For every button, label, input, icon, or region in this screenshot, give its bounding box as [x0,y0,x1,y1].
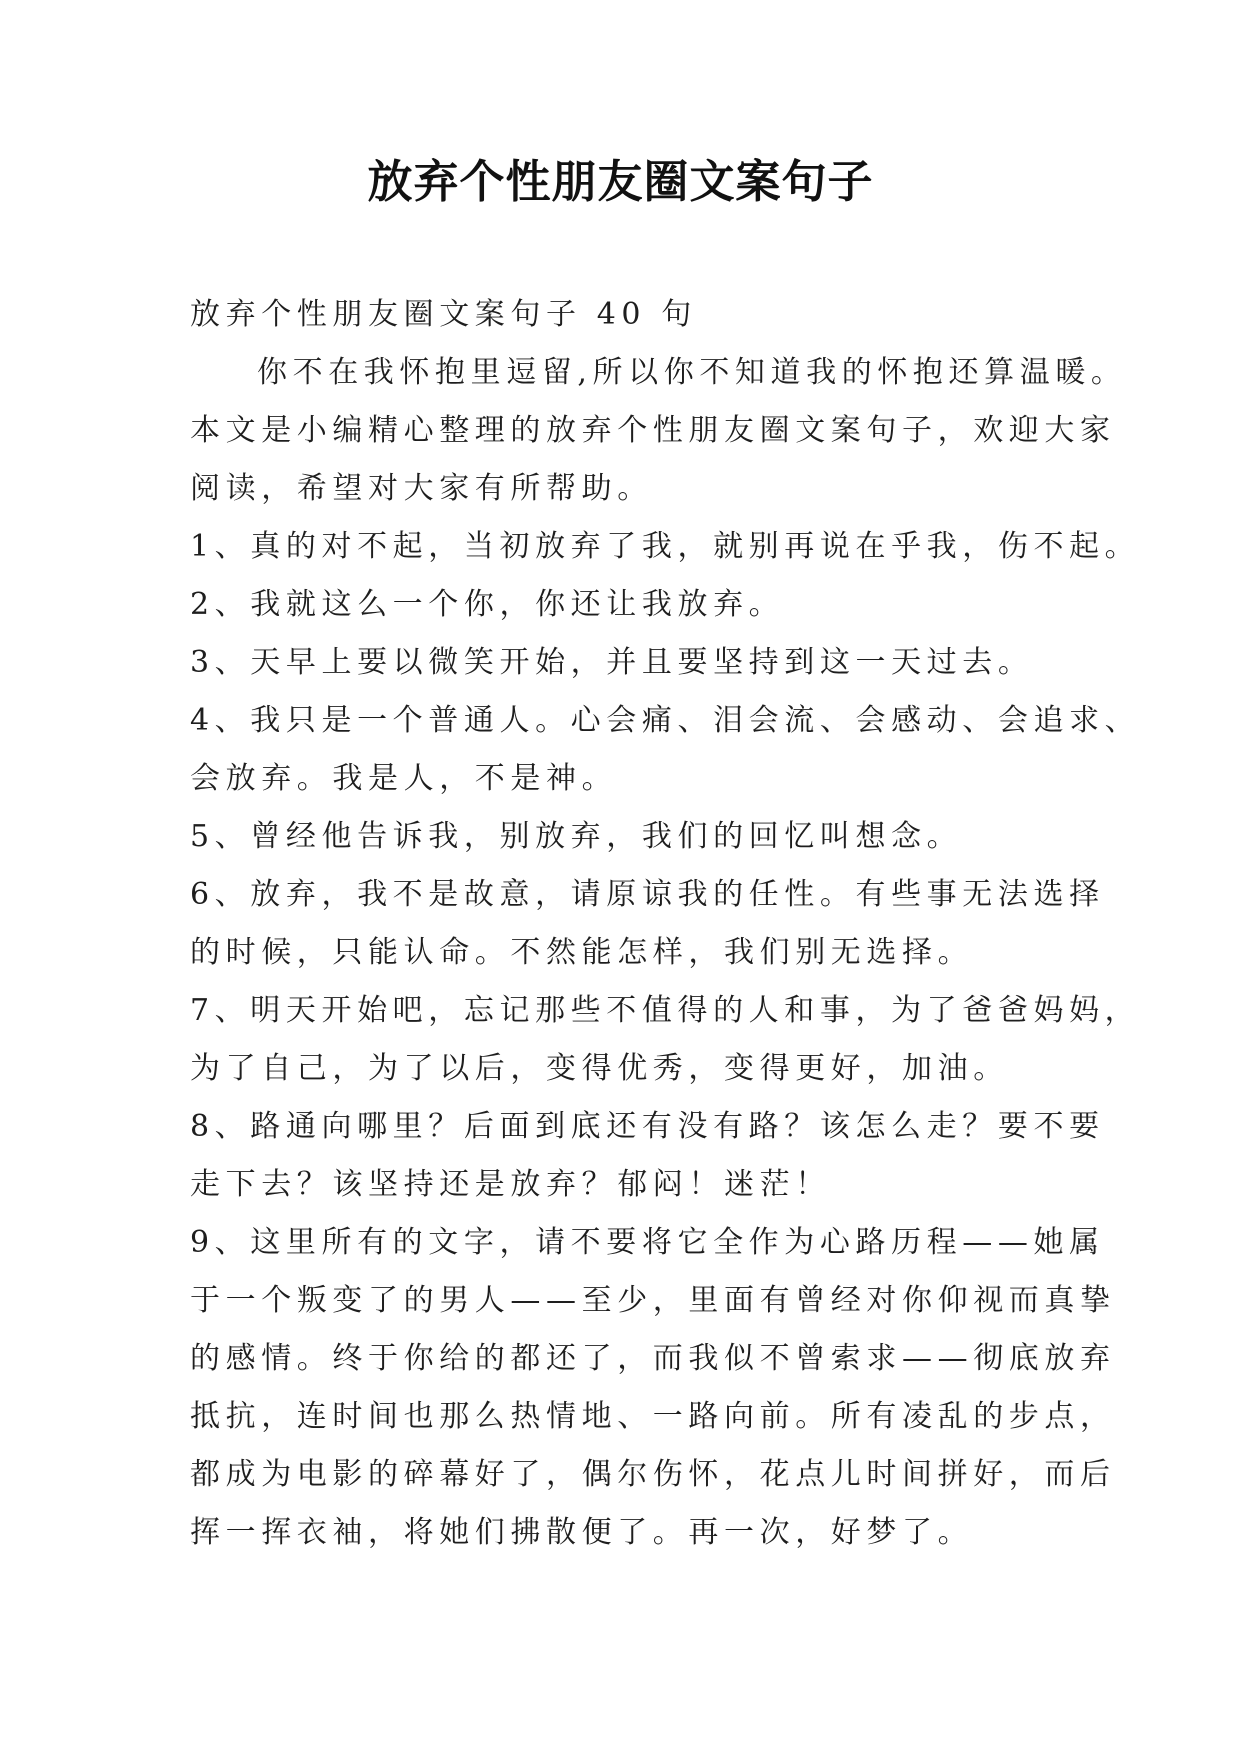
quote-line: 为了自己，为了以后，变得优秀，变得更好，加油。 [190,1051,1009,1086]
quote-line: 9、这里所有的文字，请不要将它全作为心路历程——她属 [190,1225,1105,1260]
quote-line: 7、明天开始吧，忘记那些不值得的人和事，为了爸爸妈妈， [190,993,1141,1028]
quote-line: 3、天早上要以微笑开始，并且要坚持到这一天过去。 [190,645,1034,680]
quote-line: 挥一挥衣袖，将她们拂散便了。再一次，好梦了。 [190,1515,974,1550]
quote-line: 的时候，只能认命。不然能怎样，我们别无选择。 [190,935,974,970]
quote-line: 走下去？该坚持还是放弃？郁闷！迷茫！ [190,1167,831,1202]
quote-line: 6、放弃，我不是故意，请原谅我的任性。有些事无法选择 [190,877,1105,912]
quote-line: 1、真的对不起，当初放弃了我，就别再说在乎我，伤不起。 [190,529,1141,564]
quote-line: 8、路通向哪里？后面到底还有没有路？该怎么走？要不要 [190,1109,1105,1144]
quote-line: 都成为电影的碎幕好了，偶尔伤怀，花点儿时间拼好，而后 [190,1457,1116,1492]
document-subtitle: 放弃个性朋友圈文案句子 40 句 [190,297,697,332]
quote-line: 于一个叛变了的男人——至少，里面有曾经对你仰视而真挚 [190,1283,1116,1318]
intro-line: 阅读，希望对大家有所帮助。 [190,471,653,506]
quote-line: 4、我只是一个普通人。心会痛、泪会流、会感动、会追求、 [190,703,1141,738]
quote-line: 抵抗，连时间也那么热情地、一路向前。所有凌乱的步点， [190,1399,1116,1434]
intro-line: 你不在我怀抱里逗留,所以你不知道我的怀抱还算温暖。 [257,355,1127,390]
document-title: 放弃个性朋友圈文案句子 [367,155,874,208]
quote-line: 5、曾经他告诉我，别放弃，我们的回忆叫想念。 [190,819,963,854]
quote-line: 会放弃。我是人，不是神。 [190,761,618,796]
quote-line: 2、我就这么一个你，你还让我放弃。 [190,587,785,622]
intro-line: 本文是小编精心整理的放弃个性朋友圈文案句子，欢迎大家 [190,413,1116,448]
quote-line: 的感情。终于你给的都还了，而我似不曾索求——彻底放弃 [190,1341,1116,1376]
